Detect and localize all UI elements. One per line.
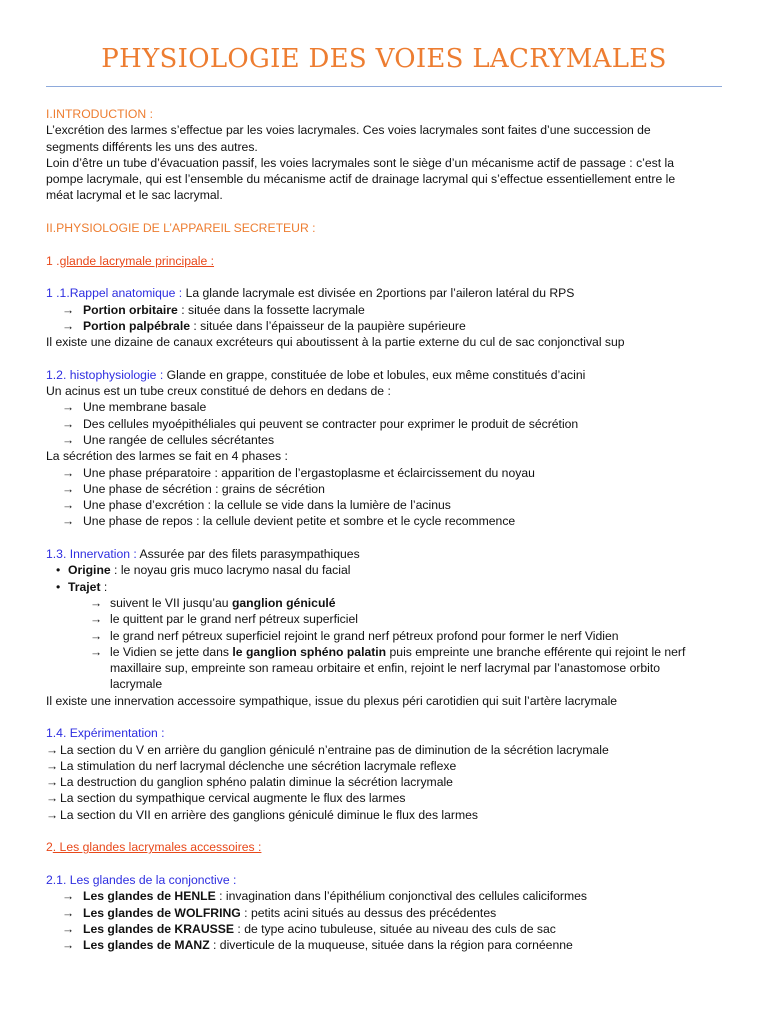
list-item-bold: Les glandes de HENLE bbox=[83, 889, 216, 904]
list-item-text: La section du V en arrière du ganglion géniculé n’entraine pas de diminution de la sécrétion lacrymale bbox=[60, 742, 609, 757]
arrow-icon: → bbox=[62, 498, 75, 513]
sub-list-item-continuation: maxillaire sup, empreinte son rameau orbitaire et enfin, rejoint le nerf lacrymal par l’anastomose orbito bbox=[110, 661, 661, 676]
list-item bbox=[46, 579, 730, 595]
list-item-text: : bbox=[100, 579, 108, 594]
sub-list-item bbox=[46, 595, 730, 611]
arrow-icon: → bbox=[62, 889, 75, 904]
list-item-text: La destruction du ganglion sphéno palatin diminue la sécrétion lacrymale bbox=[60, 775, 453, 790]
list-item bbox=[46, 774, 730, 790]
bullet-icon: • bbox=[56, 579, 61, 594]
list-item-text: Une phase de repos : la cellule devient petite et sombre et le cycle recommence bbox=[83, 514, 516, 529]
list-item bbox=[46, 790, 730, 806]
arrow-icon: → bbox=[62, 921, 75, 936]
rappel-anatomique-text: La glande lacrymale est divisée en 2portions par l’aileron latéral du RPS bbox=[182, 286, 575, 301]
paragraph-line: Il existe une innervation accessoire sympathique, issue du plexus péri carotidien qui suit l’artère lacrymale bbox=[46, 693, 618, 708]
paragraph-line: pompe lacrymale, qui est l’ensemble du mécanisme actif de drainage lacrymal qui s’effectue essentiellement entre le bbox=[46, 172, 676, 187]
arrow-icon: → bbox=[62, 481, 75, 496]
histophysiologie-label: 1.2. histophysiologie : bbox=[46, 367, 164, 382]
arrow-icon: → bbox=[62, 318, 75, 333]
subsection-title: glande lacrymale principale : bbox=[59, 253, 215, 268]
arrow-icon: → bbox=[62, 938, 75, 953]
arrow-icon: → bbox=[62, 465, 75, 480]
list-item bbox=[46, 318, 730, 334]
list-item-text: Une phase préparatoire : apparition de l’ergastoplasme et éclaircissement du noyau bbox=[83, 465, 535, 480]
paragraph-line: Il existe une dizaine de canaux excréteurs qui aboutissent à la partie externe du cul de sac conjonctival sup bbox=[46, 335, 625, 350]
list-item bbox=[46, 742, 730, 758]
subsection-heading-glandes-accessoires bbox=[46, 839, 730, 855]
subsection-heading-glande-principale bbox=[46, 253, 730, 269]
list-item-bold: Trajet bbox=[68, 579, 101, 594]
list-item-bold: Les glandes de MANZ bbox=[83, 938, 210, 953]
list-item-text: La section du VII en arrière des ganglions géniculé diminue le flux des larmes bbox=[60, 807, 478, 822]
list-item-bold: ganglion géniculé bbox=[231, 595, 336, 610]
arrow-icon: → bbox=[62, 514, 75, 529]
arrow-icon: → bbox=[46, 775, 59, 790]
list-item bbox=[46, 513, 730, 529]
list-item bbox=[46, 416, 730, 432]
paragraph-line: Un acinus est un tube creux constitué de dehors en dedans de : bbox=[46, 384, 391, 399]
list-item-text: le grand nerf pétreux superficiel rejoint le grand nerf pétreux profond pour former le nerf Vidien bbox=[110, 628, 619, 643]
document-body bbox=[46, 106, 730, 953]
arrow-icon: → bbox=[46, 791, 59, 806]
paragraph-line: La sécrétion des larmes se fait en 4 phases : bbox=[46, 449, 288, 464]
list-item-text: le Vidien se jette dans bbox=[110, 644, 233, 659]
list-item bbox=[46, 399, 730, 415]
list-item-text: La stimulation du nerf lacrymal déclenche une sécrétion lacrymale reflexe bbox=[60, 758, 457, 773]
list-item bbox=[46, 921, 730, 937]
list-item-text: : petits acini situés au dessus des précédentes bbox=[240, 905, 497, 920]
sub-list-item bbox=[46, 611, 730, 627]
section-heading-introduction: I.INTRODUCTION : bbox=[46, 107, 153, 121]
list-item-text: : située dans l’épaisseur de la paupière supérieure bbox=[190, 318, 466, 333]
list-item-text: puis empreinte une branche efférente qui rejoint le nerf bbox=[386, 644, 686, 659]
bullet-icon: • bbox=[56, 563, 61, 578]
subsection-title: . Les glandes lacrymales accessoires : bbox=[52, 840, 262, 855]
arrow-icon: → bbox=[46, 807, 59, 822]
list-item bbox=[46, 497, 730, 513]
arrow-icon: → bbox=[62, 302, 75, 317]
list-item-text: : invagination dans l’épithélium conjonctival des cellules caliciformes bbox=[215, 889, 587, 904]
list-item bbox=[46, 481, 730, 497]
arrow-icon: → bbox=[90, 644, 103, 659]
rappel-anatomique-line bbox=[46, 285, 730, 301]
paragraph-line: méat lacrymal et le sac lacrymal. bbox=[46, 188, 223, 203]
list-item-text: : située dans la fossette lacrymale bbox=[177, 302, 365, 317]
arrow-icon: → bbox=[90, 628, 103, 643]
list-item bbox=[46, 758, 730, 774]
arrow-icon: → bbox=[90, 612, 103, 627]
list-item bbox=[46, 937, 730, 953]
section-heading-physiologie: II.PHYSIOLOGIE DE L’APPAREIL SECRETEUR : bbox=[46, 221, 316, 236]
list-item-bold: Portion palpébrale bbox=[83, 318, 190, 333]
arrow-icon: → bbox=[62, 905, 75, 920]
innervation-line bbox=[46, 546, 730, 562]
list-item-text: le quittent par le grand nerf pétreux superficiel bbox=[110, 612, 358, 627]
innervation-label: 1.3. Innervation : bbox=[46, 547, 137, 562]
list-item-text: Des cellules myoépithéliales qui peuvent se contracter pour exprimer le produit de sécrétion bbox=[83, 416, 579, 431]
list-item-text: Une phase d’excrétion : la cellule se vide dans la lumière de l’acinus bbox=[83, 498, 451, 513]
paragraph-line: L’excrétion des larmes s’effectue par les voies lacrymales. Ces voies lacrymales sont faites d’une succession de bbox=[46, 123, 651, 138]
list-item bbox=[46, 562, 730, 578]
subsection-number: 1 . bbox=[46, 253, 60, 268]
sub-list-item-continuation: lacrymale bbox=[110, 677, 163, 692]
list-item-text: Une membrane basale bbox=[83, 400, 207, 415]
innervation-text: Assurée par des filets parasympathiques bbox=[136, 547, 360, 562]
rappel-anatomique-label: 1 .1.Rappel anatomique : bbox=[46, 286, 183, 301]
experimentation-label: 1.4. Expérimentation : bbox=[46, 726, 165, 741]
list-item-text: Une rangée de cellules sécrétantes bbox=[83, 432, 275, 447]
sub-list-item bbox=[46, 644, 730, 660]
list-item bbox=[46, 807, 730, 823]
list-item bbox=[46, 302, 730, 318]
list-item bbox=[46, 465, 730, 481]
paragraph-line: segments différents les uns des autres. bbox=[46, 139, 258, 154]
list-item-text: suivent le VII jusqu’au bbox=[110, 595, 232, 610]
arrow-icon: → bbox=[62, 416, 75, 431]
arrow-icon: → bbox=[90, 595, 103, 610]
list-item-text: : diverticule de la muqueuse, située dans la région para cornéenne bbox=[209, 938, 573, 953]
list-item-bold: Origine bbox=[68, 563, 111, 578]
arrow-icon: → bbox=[46, 758, 59, 773]
list-item bbox=[46, 888, 730, 904]
sub-list-item bbox=[46, 628, 730, 644]
arrow-icon: → bbox=[46, 742, 59, 757]
list-item-bold: Les glandes de WOLFRING bbox=[83, 905, 241, 920]
list-item-text: Une phase de sécrétion : grains de sécrétion bbox=[83, 481, 325, 496]
list-item-bold: le ganglion sphéno palatin bbox=[232, 644, 387, 659]
subsection-number: 2 bbox=[46, 840, 53, 855]
list-item-text: La section du sympathique cervical augmente le flux des larmes bbox=[60, 791, 406, 806]
glandes-conjonctive-label: 2.1. Les glandes de la conjonctive : bbox=[46, 872, 237, 887]
list-item bbox=[46, 905, 730, 921]
histophysiologie-line bbox=[46, 367, 730, 383]
title-underline bbox=[46, 86, 722, 87]
list-item-bold: Les glandes de KRAUSSE bbox=[83, 921, 235, 936]
list-item bbox=[46, 432, 730, 448]
page-title: PHYSIOLOGIE DES VOIES LACRYMALES bbox=[101, 44, 667, 74]
list-item-text: : le noyau gris muco lacrymo nasal du facial bbox=[110, 563, 351, 578]
list-item-bold: Portion orbitaire bbox=[83, 302, 178, 317]
arrow-icon: → bbox=[62, 432, 75, 447]
paragraph-line: Loin d’être un tube d’évacuation passif, les voies lacrymales sont le siège d’un mécanisme actif de passage : c’est la bbox=[46, 155, 675, 170]
histophysiologie-text: Glande en grappe, constituée de lobe et lobules, eux même constitués d’acini bbox=[163, 367, 586, 382]
list-item-text: : de type acino tubuleuse, située au niveau des culs de sac bbox=[234, 921, 556, 936]
arrow-icon: → bbox=[62, 400, 75, 415]
